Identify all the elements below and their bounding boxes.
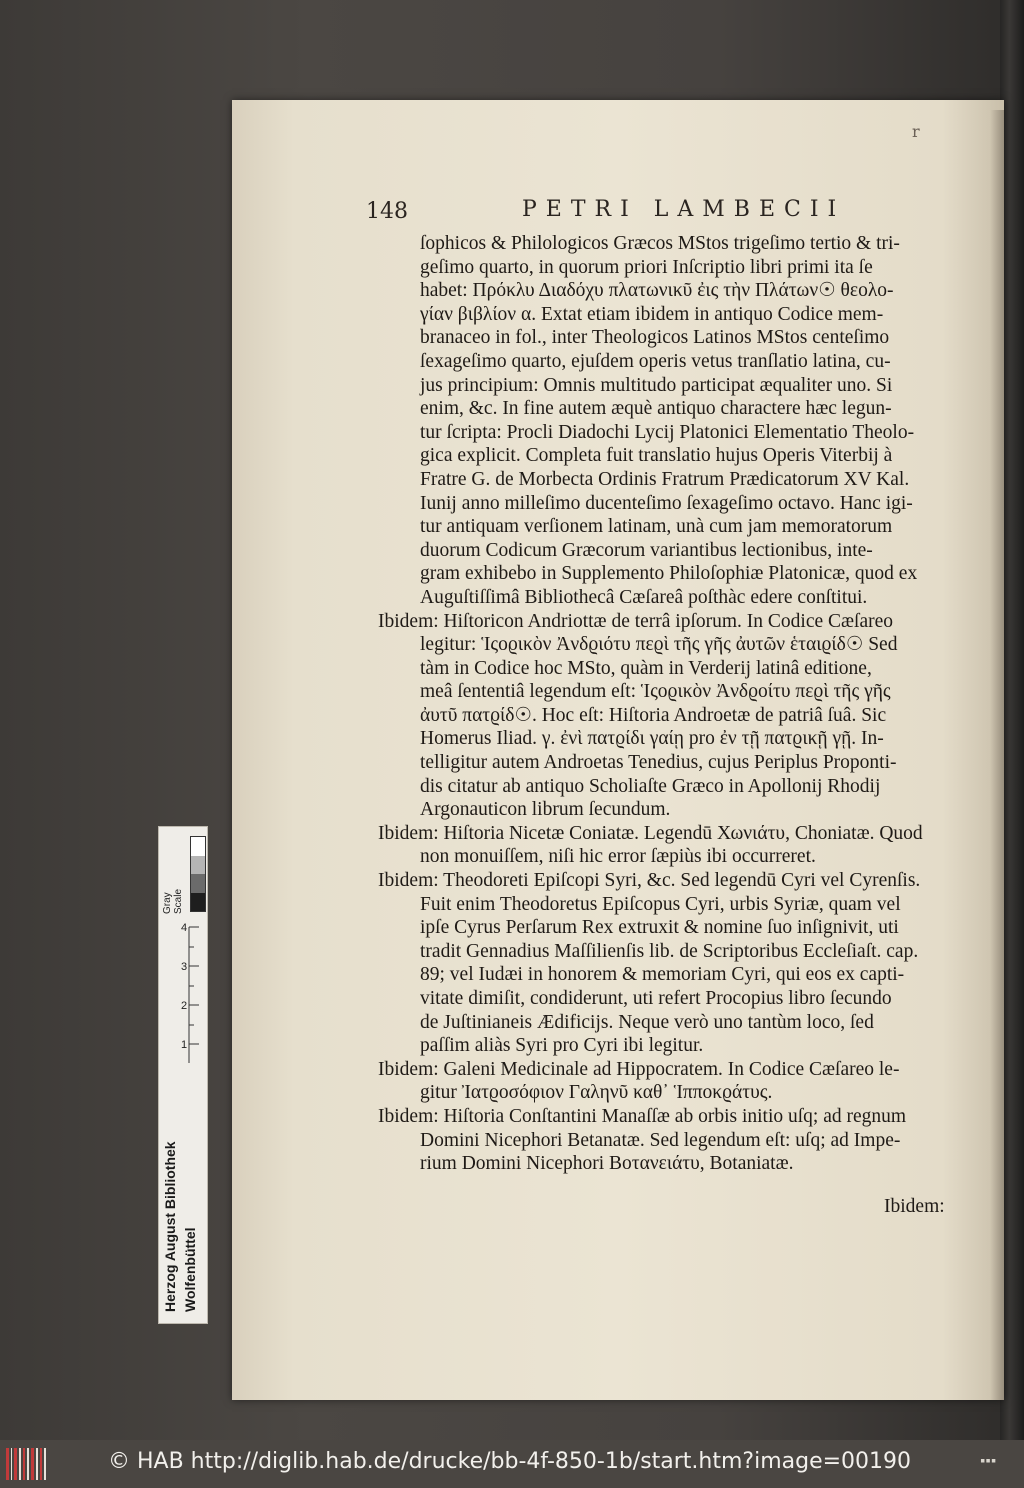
ruler-number: 4	[181, 922, 188, 934]
ruler-number: 2	[181, 1000, 188, 1012]
entry-line: rium Domini Nicephori Βοτανειάτυ, Botaniatæ.	[420, 1153, 794, 1175]
entry-first-line: Ibidem: Hiſtoricon Andriottæ de terrâ ipſorum. In Codice Cæſareo	[378, 610, 894, 632]
text-line: geſimo quarto, in quorum priori Inſcriptio libri primi ita ſe	[420, 256, 873, 278]
entry-line: tàm in Codice hoc MSto, quàm in Verderij latinâ editione,	[420, 657, 872, 679]
entry-first-line: Ibidem: Galeni Medicinale ad Hippocratem. In Codice Cæſareo le-	[378, 1058, 900, 1080]
ruler-number: 3	[181, 961, 188, 973]
gray-scale-label: Gray Scale	[162, 888, 184, 914]
text-line: ſophicos & Philologicos Græcos MStos trigeſimo tertio & tri-	[420, 233, 900, 254]
entry-line: telligitur autem Androetas Tenedius, cujus Periplus Proponti-	[420, 752, 897, 774]
text-line: jus principium: Omnis multitudo participat æqualiter uno. Si	[420, 374, 893, 396]
text-line: Fratre G. de Morbecta Ordinis Fratrum Prædicatorum XV Kal.	[420, 468, 910, 490]
text-line: gica explicit. Completa fuit translatio hujus Operis Viterbij à	[420, 445, 893, 467]
page-fold-shadow	[990, 110, 1004, 1400]
text-line: tur antiquam verſionem latinam, unà cum jam memoratorum	[420, 516, 893, 538]
source-url-link[interactable]: © HAB http://diglib.hab.de/drucke/bb-4f-850-1b/start.htm?image=00190	[108, 1449, 912, 1474]
entry-manasses	[378, 1105, 970, 1176]
entry-line: Argonauticon librum ſecundum.	[420, 799, 671, 821]
library-name	[160, 1062, 204, 1312]
page-mark: r	[912, 122, 920, 141]
entry-line: de Juſtinianeis Ædificijs. Neque verò uno tantùm loco, ſed	[420, 1011, 874, 1033]
text-line: enim, &c. In fine autem æquè antiquo charactere hæc legun-	[420, 398, 892, 420]
text-line: Iunij anno milleſimo ducenteſimo ſexageſimo octavo. Hanc igi-	[420, 492, 913, 514]
hab-logo-icon	[6, 1448, 46, 1480]
footer-dots: ▪▪▪	[980, 1456, 997, 1466]
entry-nicetas	[378, 822, 970, 869]
entry-line: vitate dimiſit, condiderunt, uti refert Procopius libro ſecundo	[420, 988, 892, 1009]
entry-line: ipſe Cyrus Perſarum Rex extruxit & nomine ſuo inſignivit, uti	[420, 917, 899, 939]
text-line: γίαν βιβλίον α. Extat etiam ibidem in antiquo Codice mem-	[420, 303, 884, 325]
entry-andriotta	[378, 610, 970, 822]
gray-scale-patches	[190, 836, 206, 912]
entry-theodoretus	[378, 869, 970, 1058]
ruler-number: 1	[181, 1039, 188, 1051]
text-line: habet: Πρόκλυ Διαδόχυ πλατωνικῦ ἐις τὴν Πλάτων☉ θεολο-	[420, 280, 894, 302]
library-name-line1: Herzog August Bibliothek	[162, 1141, 178, 1312]
entry-line: meâ ſententiâ legendum eſt: Ἱςοϱικὸν Ἀνδϱοίτυ πεϱὶ τῆς γῆς	[420, 681, 891, 703]
entry-line: ἀυτῦ πατϱίδ☉. Hoc eſt: Hiſtoria Androetæ de patriâ ſuâ. Sic	[420, 704, 887, 726]
entry-line: tradit Gennadius Maſſilienſis lib. de Scriptoribus Eccleſiaſt. cap.	[420, 940, 919, 962]
page-header	[366, 197, 966, 227]
entry-line: paſſim aliàs Syri pro Cyri ibi legitur.	[420, 1035, 704, 1057]
entry-line: Homerus Iliad. γ. ἐνὶ πατϱίδι γαίῃ pro ἐν τῇ πατϱικῇ γῇ. In-	[420, 728, 884, 750]
entry-line: dis citatur ab antiquo Scholiaſte Græco in Apollonij Rhodij	[420, 775, 881, 797]
text-line: duorum Codicum Græcorum variantibus lectionibus, inte-	[420, 539, 873, 561]
footer-bar	[0, 1440, 1024, 1488]
text-line: ſexageſimo quarto, ejuſdem operis vetus tranſlatio latina, cu-	[420, 350, 891, 372]
entry-line: gitur Ἰατϱοσόφιον Γαληνῦ καθ᾽ Ἱπποκϱάτυς.	[420, 1082, 773, 1104]
entry-line: 89; vel Iudæi in honorem & memoriam Cyri, qui eos ex capti-	[420, 964, 905, 986]
entry-line: non monuiſſem, niſi hic error ſæpiùs ibi occurreret.	[420, 846, 816, 868]
page-number: 148	[366, 199, 408, 224]
entry-first-line: Ibidem: Hiſtoria Conſtantini Manaſſæ ab orbis initio uſq; ad regnum	[378, 1105, 907, 1127]
entry-first-line: Ibidem: Hiſtoria Nicetæ Coniatæ. Legendū Χωνιάτυ, Choniatæ. Quod	[378, 822, 923, 844]
entry-line: legitur: Ἱςοϱικὸν Ἀνδϱιότυ πεϱὶ τῆς γῆς ἀυτῶν ἑταιϱίδ☉ Sed	[420, 634, 898, 656]
entry-first-line: Ibidem: Theodoreti Epiſcopi Syri, &c. Sed legendū Cyri vel Cyrenſis.	[378, 870, 921, 892]
catchword: Ibidem:	[884, 1196, 945, 1217]
text-line: tur ſcripta: Procli Diadochi Lycij Platonici Elementatio Theolo-	[420, 421, 915, 443]
running-title: PETRI LAMBECII	[522, 197, 846, 222]
text-line: Auguſtiſſimâ Bibliothecâ Cæſareâ poſthàc edere conſtitui.	[420, 586, 868, 608]
text-line: branaceo in fol., inter Theologicos Latinos MStos centeſimo	[420, 327, 890, 349]
entry-line: Domini Nicephori Betanatæ. Sed legendum eſt: uſq; ad Impe-	[420, 1129, 901, 1151]
entry-galenus	[378, 1058, 970, 1105]
body-text	[378, 232, 970, 1176]
text-line: gram exhibebo in Supplemento Philoſophiæ Platonicæ, quod ex	[420, 563, 918, 585]
library-name-line2: Wolfenbüttel	[182, 1227, 198, 1312]
entry-line: Fuit enim Theodoretus Epiſcopus Cyri, urbis Syriæ, quam vel	[420, 893, 901, 915]
